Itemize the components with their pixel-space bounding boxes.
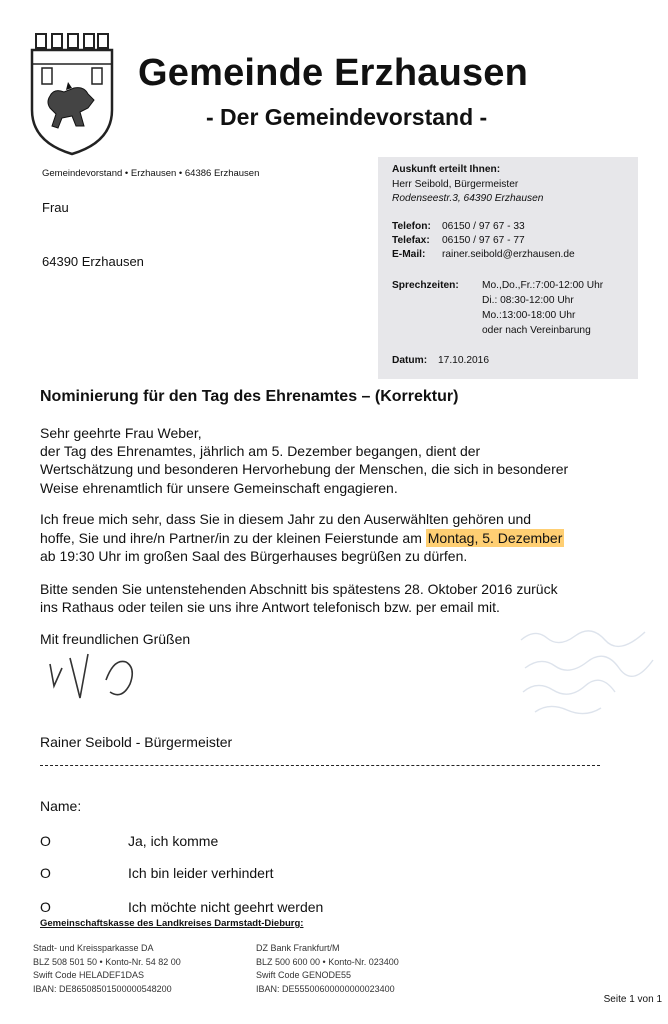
telefax-value: 06150 / 97 67 - 77 — [442, 235, 525, 246]
telefax-label: Telefax: — [392, 235, 430, 246]
option-bullet: O — [40, 865, 51, 881]
info-address: Rodenseestr.3, 64390 Erzhausen — [392, 193, 544, 204]
date-value: 17.10.2016 — [438, 355, 489, 366]
telefon-label: Telefon: — [392, 221, 431, 232]
option-not-attending: Ich bin leider verhindert — [128, 865, 274, 881]
info-person: Herr Seibold, Bürgermeister — [392, 179, 519, 190]
bank-line: IBAN: DE55500600000000023400 — [256, 983, 395, 994]
body-line: Wertschätzung und besonderen Hervorhebung der Menschen, die sich in besonderer — [40, 461, 569, 477]
salutation: Sehr geehrte Frau Weber, — [40, 425, 202, 441]
sender-line: Gemeindevorstand • Erzhausen • 64386 Erzhausen — [42, 168, 260, 179]
body-line: Bitte senden Sie untenstehenden Abschnitt bis spätestens 28. Oktober 2016 zurück — [40, 581, 558, 597]
recipient-salutation: Frau — [42, 200, 69, 215]
body-line: Ich freue mich sehr, dass Sie in diesem Jahr zu den Auserwählten gehören und — [40, 511, 532, 527]
footer-heading: Gemeinschaftskasse des Landkreises Darmstadt-Dieburg: — [40, 918, 304, 929]
bank-line: DZ Bank Frankfurt/M — [256, 943, 340, 953]
date-label: Datum: — [392, 355, 428, 366]
option-decline-honour: Ich möchte nicht geehrt werden — [128, 899, 324, 915]
page-number: Seite 1 von 1 — [603, 994, 662, 1005]
body-text: hoffe, Sie und ihre/n Partner/in zu der kleinen Feierstunde am — [40, 530, 426, 546]
name-label: Name: — [40, 798, 82, 814]
option-bullet: O — [40, 899, 51, 915]
signer-name: Rainer Seibold - Bürgermeister — [40, 734, 233, 750]
date-highlight: Montag, 5. Dezember — [427, 530, 563, 546]
telefon-value: 06150 / 97 67 - 33 — [442, 221, 525, 232]
hours-line: Mo.:13:00-18:00 Uhr — [482, 310, 576, 321]
info-heading: Auskunft erteilt Ihnen: — [392, 164, 501, 175]
bank-line: BLZ 508 501 50 • Konto-Nr. 54 82 00 — [33, 956, 181, 967]
contact-info-box — [378, 157, 638, 379]
bank-line: Swift Code HELADEF1DAS — [33, 970, 145, 980]
hours-label: Sprechzeiten: — [392, 280, 459, 291]
body-line: Weise ehrenamtlich für unsere Gemeinschaft engagieren. — [40, 480, 398, 496]
coat-of-arms-logo — [22, 30, 122, 158]
signature — [40, 640, 150, 710]
bank-info-1 — [33, 942, 181, 996]
recipient-city: 64390 Erzhausen — [42, 254, 144, 269]
option-attending: Ja, ich komme — [128, 833, 219, 849]
bank-info-2 — [256, 942, 399, 996]
closing: Mit freundlichen Grüßen — [40, 631, 191, 647]
letterhead-subtitle: - Der Gemeindevorstand - — [206, 104, 488, 130]
bank-line: Swift Code GENODE55 — [256, 970, 352, 980]
body-line — [40, 529, 564, 547]
letterhead-title: Gemeinde Erzhausen — [138, 52, 529, 94]
cut-line — [40, 765, 600, 766]
subject-heading: Nominierung für den Tag des Ehrenamtes – (Korrektur) — [40, 388, 459, 405]
bleed-through-handwriting — [515, 620, 660, 720]
body-line: ins Rathaus oder teilen sie uns ihre Antwort telefonisch bzw. per email mit. — [40, 599, 500, 615]
bank-line: IBAN: DE86508501500000548200 — [33, 983, 172, 994]
option-bullet: O — [40, 833, 51, 849]
hours-line: Di.: 08:30-12:00 Uhr — [482, 295, 574, 306]
body-line: ab 19:30 Uhr im großen Saal des Bürgerhauses begrüßen zu dürfen. — [40, 548, 468, 564]
email-value: rainer.seibold@erzhausen.de — [442, 249, 575, 260]
email-label: E-Mail: — [392, 249, 426, 260]
bank-line: BLZ 500 600 00 • Konto-Nr. 023400 — [256, 956, 399, 967]
bank-line: Stadt- und Kreissparkasse DA — [33, 943, 154, 953]
body-line: der Tag des Ehrenamtes, jährlich am 5. Dezember begangen, dient der — [40, 443, 481, 459]
hours-line: Mo.,Do.,Fr.:7:00-12:00 Uhr — [482, 280, 604, 291]
hours-line: oder nach Vereinbarung — [482, 325, 591, 336]
